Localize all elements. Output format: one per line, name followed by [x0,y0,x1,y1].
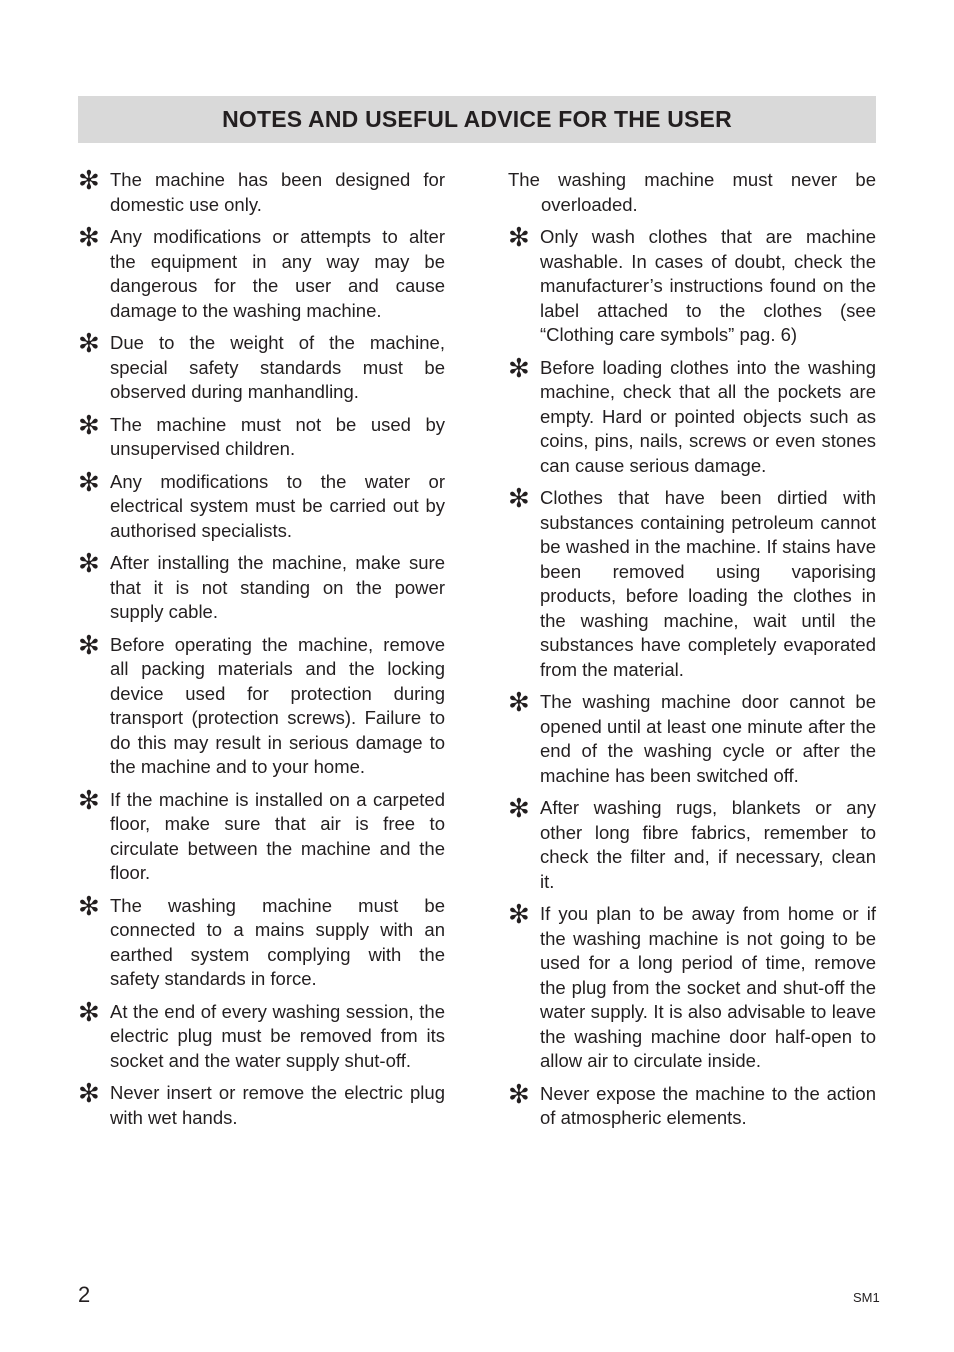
list-item-text: Never expose the machine to the action of atmospheric elements. [540,1082,876,1128]
page-title: NOTES AND USEFUL ADVICE FOR THE USER [222,106,732,132]
page-number: 2 [78,1282,91,1307]
list-item [78,996,445,1074]
asterisk-bullet-icon: ✻ [78,328,100,358]
list-item-text: The washing machine door cannot be opened until at least one minute after the end of the washing cycle or after the machine has been switched off. [540,691,876,786]
list-item-text: Never insert or remove the electric plug with wet hands. [110,1082,445,1128]
list-item-text: If you plan to be away from home or if the washing machine is not going to be used for a long period of time, remove the plug from the socket and shut-off the water supply. It is also advisable to leave the washing machine door half-open to allow air to circulate inside. [540,903,876,1071]
list-item [78,1078,445,1130]
list-item-text: If the machine is installed on a carpeted floor, make sure that air is free to circulate between the machine and the floor. [110,788,445,883]
list-item-text: Before operating the machine, remove all packing materials and the locking device used for protection during transport (protection screws). Failure to do this may result in serious damage to the machine and to your home. [110,633,445,777]
list-item-text: After washing rugs, blankets or any other long fibre fabrics, remember to check the filter and, if necessary, clean it. [540,797,876,892]
list-item-text: Clothes that have been dirtied with substances containing petroleum cannot be washed in the machine. If stains have been removed using vaporising products, before loading the clothes in the washing machine, wait until the substances have completely evaporated from the material. [540,487,876,680]
list-item [78,409,445,462]
list-item-text: The machine must not be used by unsupervised children. [110,413,445,459]
right-column [508,168,876,1139]
list-item [508,483,876,682]
list-item [78,784,445,886]
asterisk-bullet-icon: ✻ [78,466,100,497]
list-item [78,548,445,625]
list-item-text: Due to the weight of the machine, special safety standards must be observed during manhandling. [110,332,445,402]
asterisk-bullet-icon: ✻ [78,222,100,252]
asterisk-bullet-icon: ✻ [78,890,100,921]
asterisk-bullet-icon: ✻ [508,899,530,929]
asterisk-bullet-icon: ✻ [78,784,100,815]
asterisk-bullet-icon: ✻ [78,629,100,660]
list-item-text: Any modifications or attempts to alter the equipment in any way may be dangerous for the user and cause damage to the washing machine. [110,226,445,321]
asterisk-bullet-icon: ✻ [508,352,530,383]
asterisk-bullet-icon: ✻ [78,548,100,578]
list-item-text: The washing machine must be connected to a mains supply with an earthed system complying with the safety standards in force. [110,894,445,989]
list-item [78,328,445,405]
title-bar [78,96,876,143]
list-item [508,1078,876,1131]
continued-paragraph: The washing machine must never be overloaded. [508,169,876,215]
asterisk-bullet-icon: ✻ [78,165,100,195]
list-item-text: Any modifications to the water or electrical system must be carried out by authorised specialists. [110,470,445,541]
asterisk-bullet-icon: ✻ [78,996,100,1027]
left-column [78,165,445,1138]
list-item [78,890,445,992]
list-item [508,899,876,1074]
asterisk-bullet-icon: ✻ [508,687,530,717]
document-code: SM1 [853,1290,880,1305]
asterisk-bullet-icon: ✻ [508,793,530,823]
list-item [78,466,445,544]
list-item-text: After installing the machine, make sure that it is not standing on the power supply cable. [110,552,445,622]
list-item [78,165,445,217]
asterisk-bullet-icon: ✻ [78,1078,100,1108]
asterisk-bullet-icon: ✻ [508,483,530,513]
asterisk-bullet-icon: ✻ [78,409,100,440]
list-item [508,793,876,894]
list-item [508,352,876,479]
list-item-text: The machine has been designed for domestic use only. [110,169,445,215]
list-item [78,629,445,780]
list-item-text: At the end of every washing session, the electric plug must be removed from its socket and the water supply shut-off. [110,1000,445,1071]
list-item [508,687,876,788]
asterisk-bullet-icon: ✻ [508,1078,530,1109]
list-item [508,222,876,348]
list-item [78,222,445,323]
list-item-text: Before loading clothes into the washing machine, check that all the pockets are empty. Hard or pointed objects such as coins, pins, nails, screws or even stones can cause serious damage. [540,356,876,476]
list-item-text: Only wash clothes that are machine washable. In cases of doubt, check the manufacturer’s instructions found on the label attached to the clothes (see “Clothing care symbols” pag. 6) [540,226,876,345]
asterisk-bullet-icon: ✻ [508,222,530,252]
